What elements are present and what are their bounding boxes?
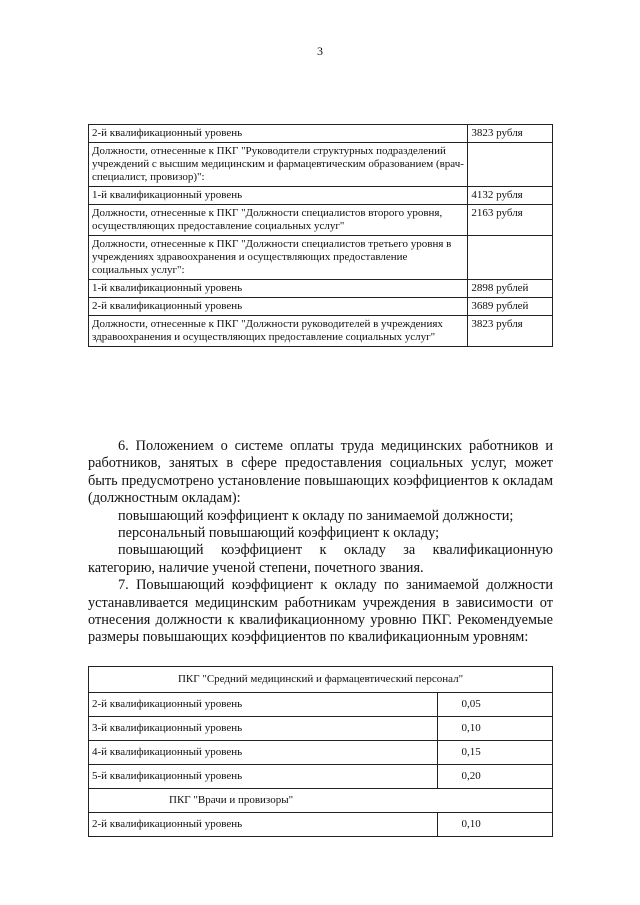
group-header: ПКГ "Средний медицинский и фармацевтический персонал"	[89, 667, 553, 693]
paragraph-7: 7. Повышающий коэффициент к окладу по занимаемой должности устанавливается медицинским работникам учреждения в зависимости от отнесения должности к квалификационному уровню ПКГ. Рекомендуемые размеры повышающих коэффициентов по квалификационным уровням:	[88, 577, 553, 646]
row-label: 3-й квалификационный уровень	[89, 717, 438, 741]
row-label: 2-й квалификационный уровень	[89, 125, 468, 143]
table-row	[89, 693, 553, 717]
row-value	[468, 236, 553, 280]
salary-table	[88, 124, 553, 347]
coefficient-table	[88, 666, 553, 837]
table-row	[89, 765, 553, 789]
row-label: 1-й квалификационный уровень	[89, 280, 468, 298]
table-row	[89, 717, 553, 741]
row-label: 2-й квалификационный уровень	[89, 298, 468, 316]
row-label: Должности, отнесенные к ПКГ "Должности специалистов второго уровня, осуществляющих предоставление социальных услуг"	[89, 205, 468, 236]
table-row	[89, 813, 553, 837]
row-label: Должности, отнесенные к ПКГ "Должности руководителей в учреждениях здравоохранения и осуществляющих предоставление социальных услуг"	[89, 316, 468, 347]
row-label: Должности, отнесенные к ПКГ "Руководители структурных подразделений учреждений с высшим медицинским и фармацевтическим образованием (врач-специалист, провизор)":	[89, 143, 468, 187]
group-header: ПКГ "Врачи и провизоры"	[89, 789, 553, 813]
table-row	[89, 298, 553, 316]
row-value: 2163 рубля	[468, 205, 553, 236]
table-row	[89, 236, 553, 280]
row-label: 4-й квалификационный уровень	[89, 741, 438, 765]
row-value	[468, 143, 553, 187]
list-item: повышающий коэффициент к окладу по занимаемой должности;	[118, 507, 514, 524]
row-value: 0,15	[437, 741, 553, 765]
row-value: 0,10	[437, 717, 553, 741]
table-row	[89, 316, 553, 347]
table-header-row	[89, 789, 553, 813]
row-value: 2898 рублей	[468, 280, 553, 298]
page-number: 3	[317, 44, 323, 58]
row-value: 0,20	[437, 765, 553, 789]
list-item: персональный повышающий коэффициент к окладу;	[118, 525, 440, 542]
row-label: 2-й квалификационный уровень	[89, 693, 438, 717]
row-value: 3823 рубля	[468, 316, 553, 347]
list-item: повышающий коэффициент к окладу за квалификационную категорию, наличие ученой степени, почетного звания.	[88, 542, 553, 576]
paragraph-6: 6. Положением о системе оплаты труда медицинских работников и работников, занятых в сфере предоставления социальных услуг, может быть предусмотрено установление повышающих коэффициентов к окладам (должностным окладам):	[88, 438, 553, 507]
table-row	[89, 125, 553, 143]
table-row	[89, 280, 553, 298]
row-value: 0,10	[437, 813, 553, 837]
row-label: Должности, отнесенные к ПКГ "Должности специалистов третьего уровня в учреждениях здравоохранения и осуществляющих предоставление социальных услуг":	[89, 236, 468, 280]
table-row	[89, 187, 553, 205]
table-row	[89, 741, 553, 765]
row-label: 5-й квалификационный уровень	[89, 765, 438, 789]
row-value: 3823 рубля	[468, 125, 553, 143]
row-label: 1-й квалификационный уровень	[89, 187, 468, 205]
table-header-row	[89, 667, 553, 693]
row-value: 0,05	[437, 693, 553, 717]
row-label: 2-й квалификационный уровень	[89, 813, 438, 837]
row-value: 4132 рубля	[468, 187, 553, 205]
body-text	[88, 438, 553, 647]
row-value: 3689 рублей	[468, 298, 553, 316]
table-row	[89, 205, 553, 236]
table-row	[89, 143, 553, 187]
